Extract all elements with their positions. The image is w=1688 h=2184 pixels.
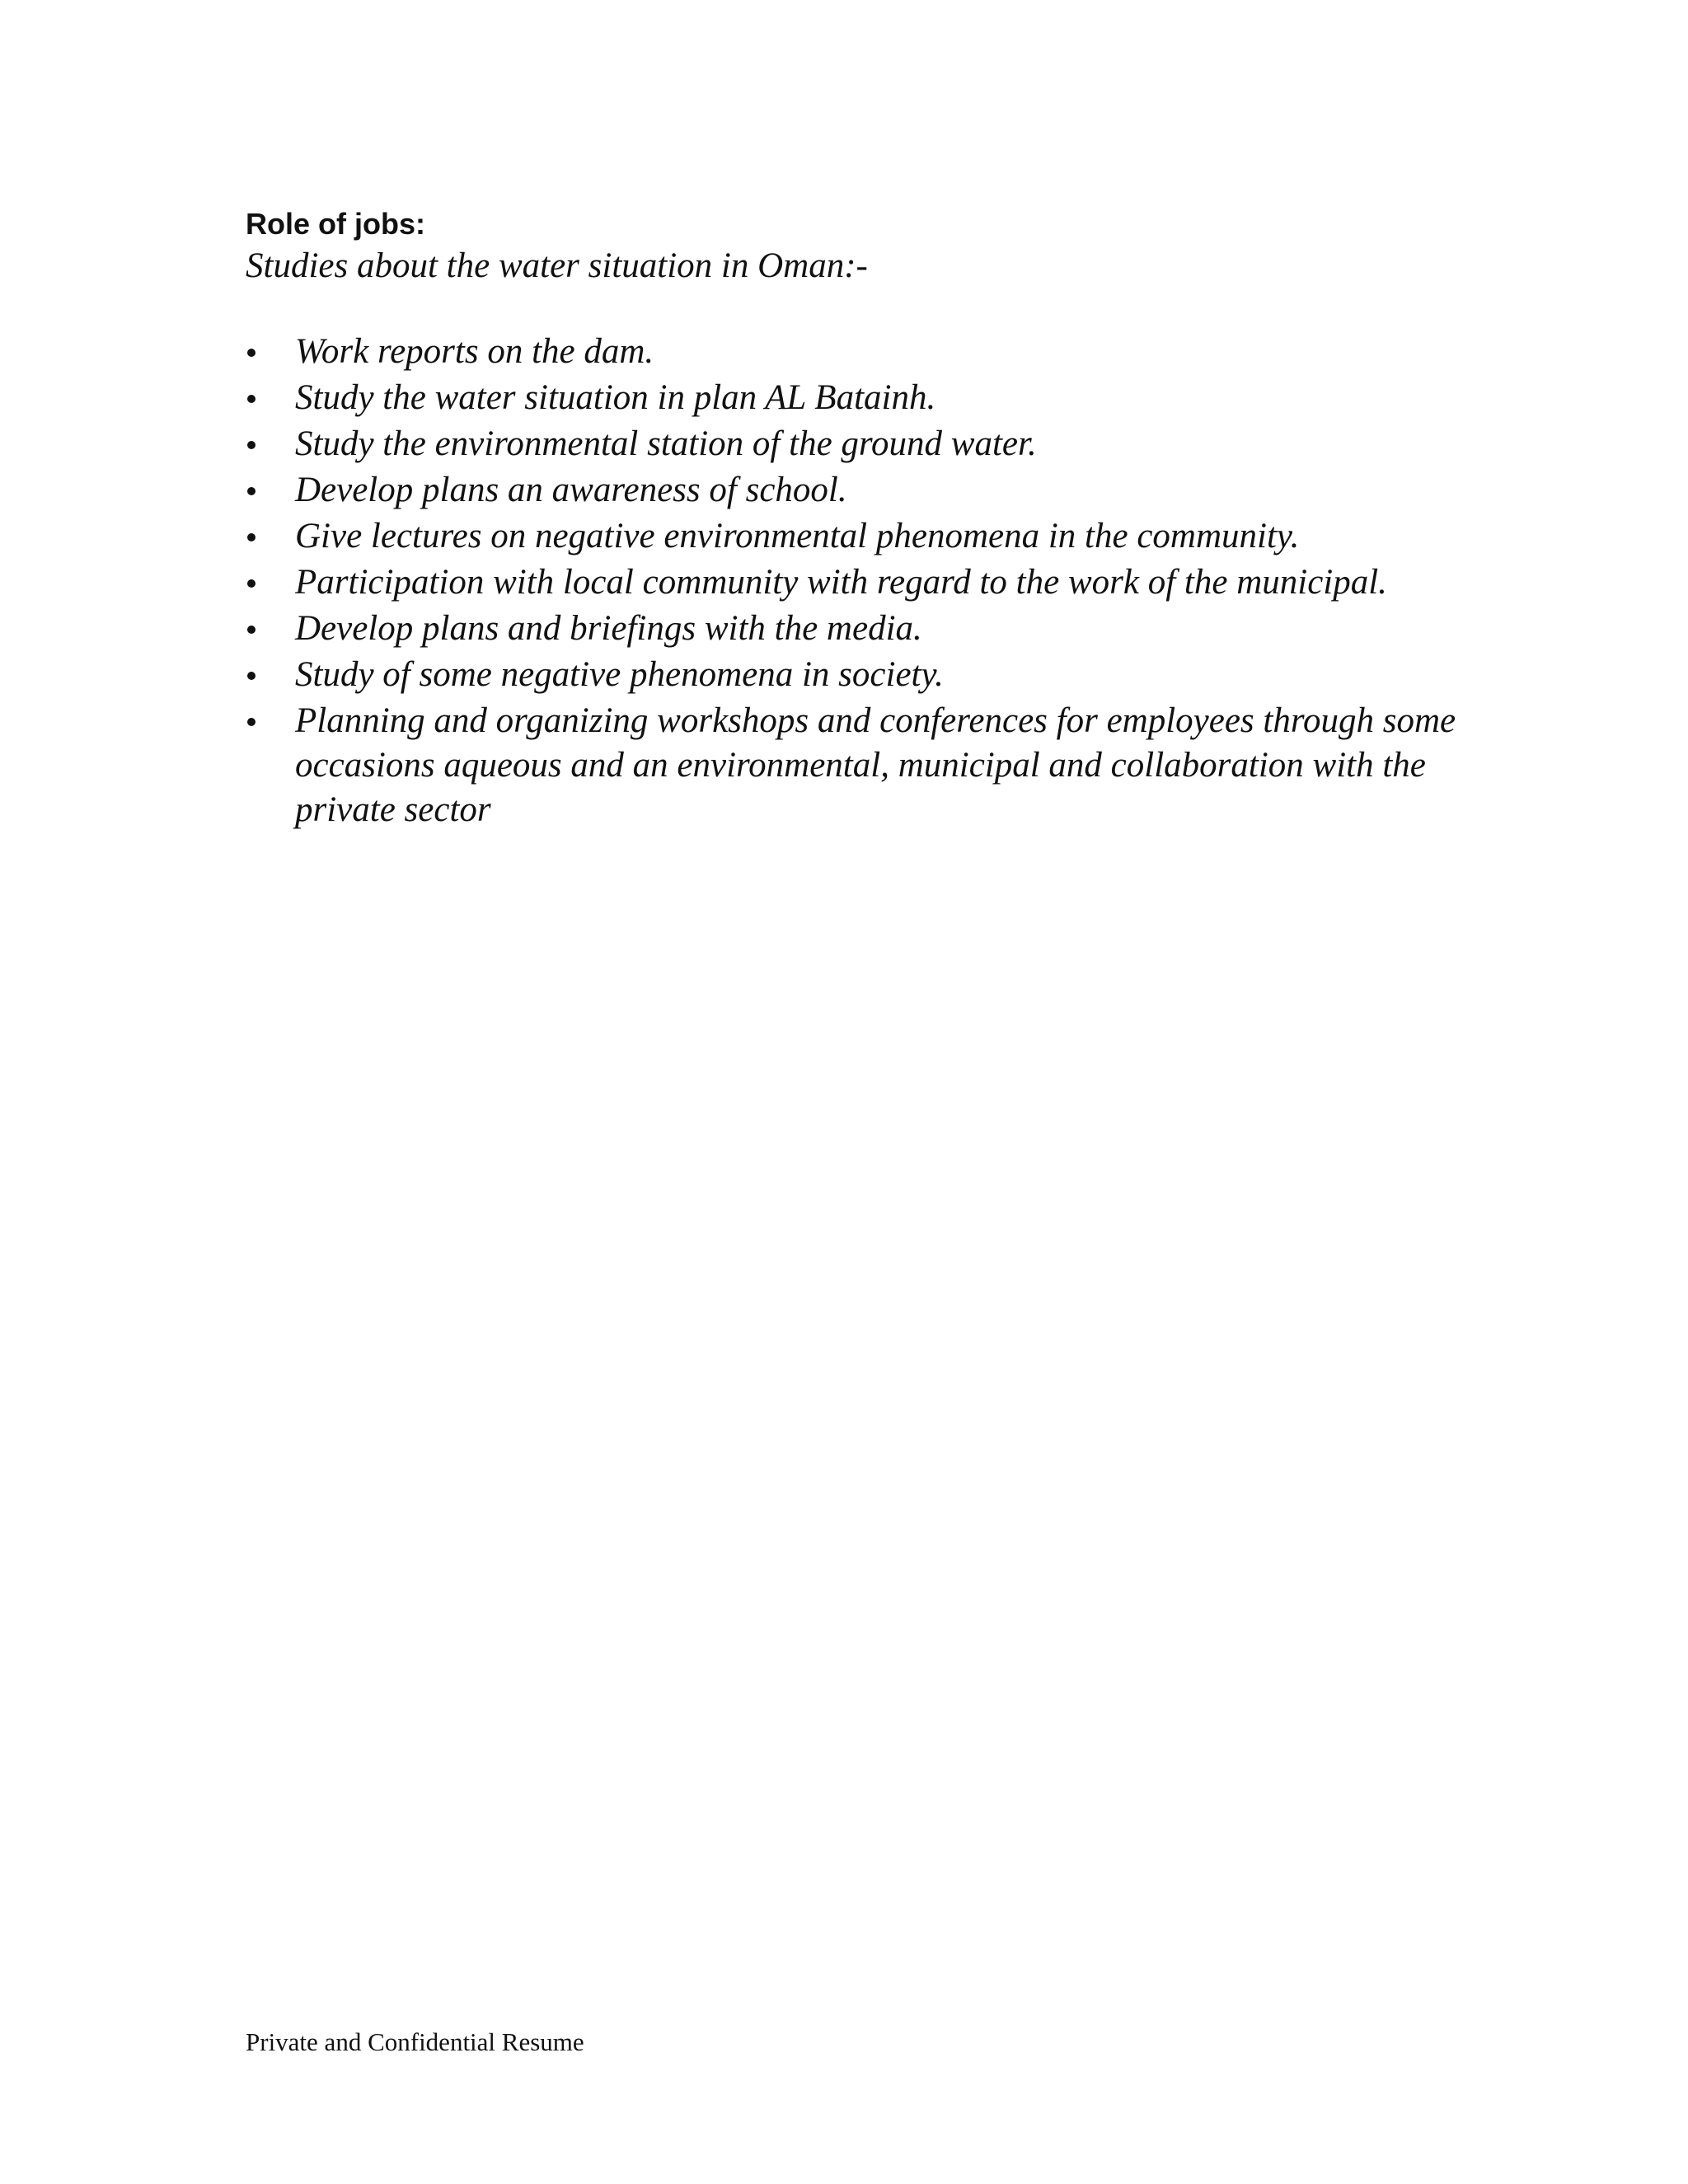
bullet-icon — [247, 533, 256, 541]
list-item-text: Develop plans an awareness of school. — [295, 471, 847, 509]
list-item — [246, 514, 1482, 559]
bullet-icon — [247, 395, 256, 403]
list-item-text: Participation with local community with regard to the work of the municipal. — [295, 563, 1387, 602]
list-item-text: Study of some negative phenomena in society. — [295, 655, 944, 694]
list-item-text: Study the water situation in plan AL Batainh. — [295, 378, 936, 417]
bullet-icon — [247, 626, 256, 634]
list-item — [246, 607, 1482, 651]
section-heading: Role of jobs: — [246, 207, 425, 241]
document-content — [246, 204, 1482, 834]
list-item — [246, 330, 1482, 374]
list-item — [246, 376, 1482, 420]
bullet-icon — [247, 487, 256, 495]
bullet-icon — [247, 349, 256, 357]
list-item — [246, 560, 1482, 605]
list-item-text: Give lectures on negative environmental phenomena in the community. — [295, 517, 1300, 555]
list-item-text: Planning and organizing workshops and conferences for employees through some occasions aqueous and an environmental, municipal and collaboration with the private sector — [295, 701, 1456, 829]
section-subheading: Studies about the water situation in Oman:- — [246, 246, 868, 285]
list-item-text: Develop plans and briefings with the media. — [295, 609, 922, 648]
list-item-text: Work reports on the dam. — [295, 332, 654, 371]
page-footer: Private and Confidential Resume — [246, 2027, 584, 2056]
duties-list — [246, 330, 1482, 832]
list-item — [246, 422, 1482, 466]
bullet-icon — [247, 579, 256, 588]
list-item — [246, 699, 1482, 832]
list-item — [246, 653, 1482, 697]
list-item-text: Study the environmental station of the ground water. — [295, 424, 1037, 463]
bullet-icon — [247, 672, 256, 680]
bullet-icon — [247, 718, 256, 726]
list-item — [246, 468, 1482, 513]
bullet-icon — [247, 441, 256, 449]
